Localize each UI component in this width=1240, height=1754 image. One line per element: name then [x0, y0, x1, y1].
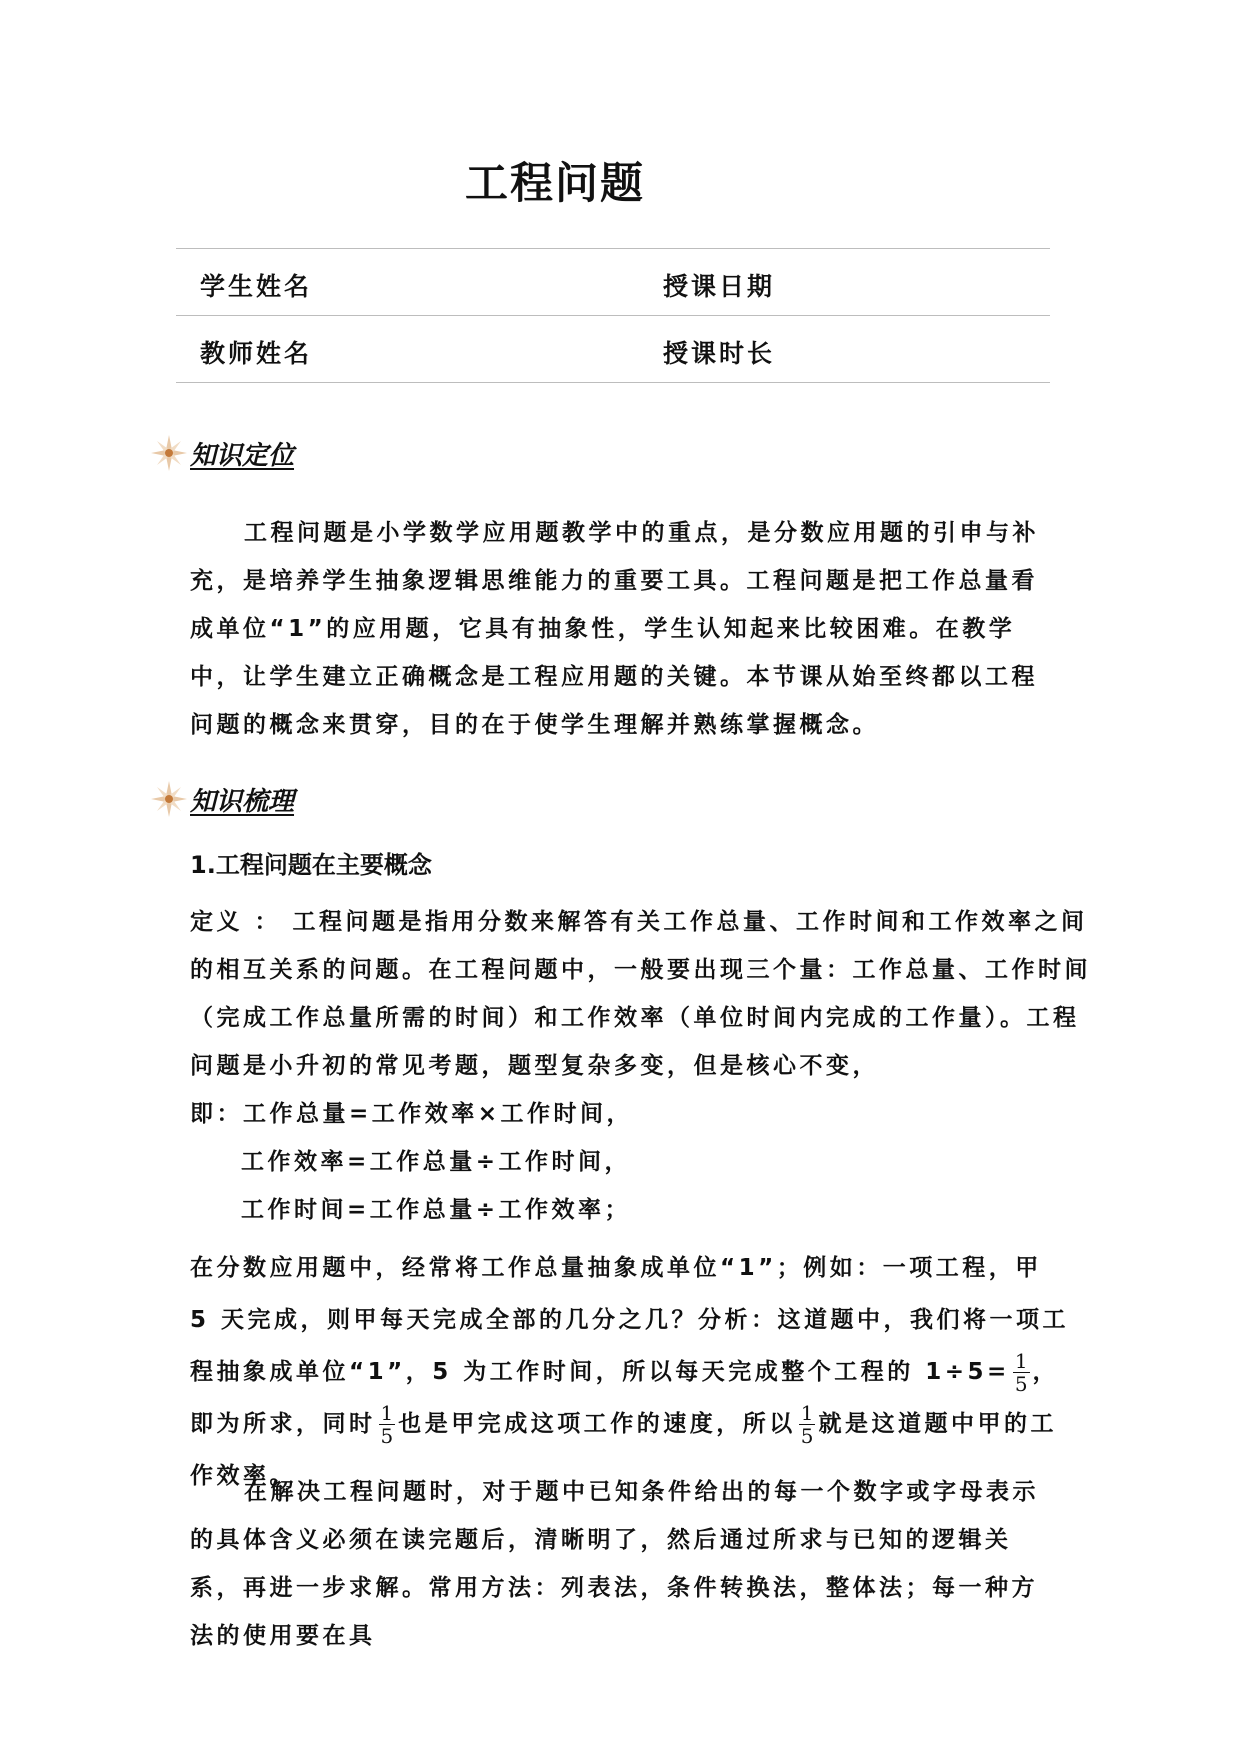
student-name-label: 学生姓名 [200, 272, 313, 301]
duration-label: 授课时长 [663, 339, 776, 368]
example-paragraph: 在分数应用题中，经常将工作总量抽象成单位“1”；例如：一项工程，甲 5 天完成，则甲每天完成全部的几分之几？分析：这道题中，我们将一项工程抽象成单位“1”，5 为工作时间，所以每天完成整个工程的 1÷5= $\frac{1}{5}$ ，即为所求，同时 $\frac{1}{5}$ 也是甲完成这项工作的速度，所以 $\frac{1}{5}$ 就是这道题中甲的工作效率。 [190, 1255, 1070, 1489]
formula-total: 即：工作总量=工作效率×工作时间， [190, 1101, 634, 1127]
section-heading-review [148, 775, 294, 823]
section-heading-positioning [148, 429, 294, 477]
teacher-name-label: 教师姓名 [200, 339, 313, 368]
fraction-one-fifth: $\frac{1}{5}$ [1014, 1349, 1028, 1396]
info-row-1 [176, 249, 1050, 315]
sparkle-star-icon [148, 432, 190, 474]
definition-paragraph: 定义 ： 工程问题是指用分数来解答有关工作总量、工作时间和工作效率之间的相互关系的问题。在工程问题中，一般要出现三个量：工作总量、工作时间（完成工作总量所需的时间）和工作效率（单位时间内完成的工作量）。工程问题是小升初的常见考题，题型复杂多变，但是核心不变， 即：工作总量=工作效率×工作时间， 工作效率=工作总量÷工作时间， 工作时间=工作总量÷工作效率； [190, 898, 1100, 1234]
date-label: 授课日期 [663, 272, 776, 301]
fraction-one-fifth: $\frac{1}{5}$ [800, 1401, 814, 1448]
fraction-one-fifth: $\frac{1}{5}$ [380, 1401, 394, 1448]
formula-time: 工作时间=工作总量÷工作效率； [241, 1197, 632, 1223]
concept-subheading: 1.工程问题在主要概念 [190, 851, 432, 879]
formula-efficiency: 工作效率=工作总量÷工作时间， [241, 1149, 632, 1175]
method-paragraph: 在解决工程问题时，对于题中已知条件给出的每一个数字或字母表示的具体含义必须在读完题后，清晰明了，然后通过所求与已知的逻辑关系，再进一步求解。常用方法：列表法，条件转换法，整体法；每一种方法的使用要在具 [190, 1479, 1039, 1649]
section-title: 知识定位 [190, 440, 295, 471]
info-row-2 [176, 315, 1050, 382]
page-title: 工程问题 [465, 159, 645, 209]
section-title: 知识梳理 [190, 786, 295, 817]
info-table [176, 248, 1050, 383]
sparkle-star-icon [148, 778, 190, 820]
positioning-paragraph: 工程问题是小学数学应用题教学中的重点，是分数应用题的引申与补充，是培养学生抽象逻辑思维能力的重要工具。工程问题是把工作总量看成单位“1”的应用题，它具有抽象性，学生认知起来比较困难。在教学中，让学生建立正确概念是工程应用题的关键。本节课从始至终都以工程问题的概念来贯穿，目的在于使学生理解并熟练掌握概念。 [190, 520, 1039, 738]
